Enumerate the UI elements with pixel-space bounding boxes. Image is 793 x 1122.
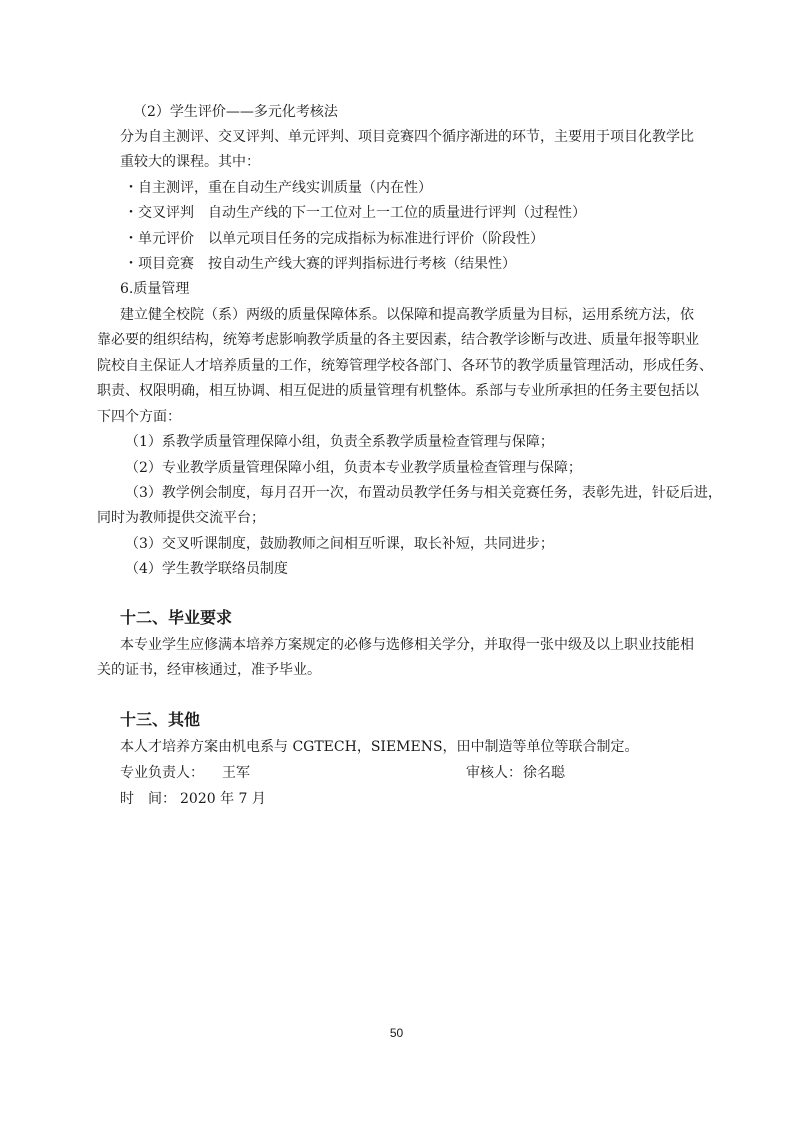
paragraph-line: 本专业学生应修满本培养方案规定的必修与选修相关学分，并取得一张中级及以上职业技能相	[120, 637, 694, 653]
time-label: 时 间：	[120, 791, 176, 807]
leader-name: 王军	[222, 765, 250, 781]
paragraph-line: 关的证书，经审核通过，准予毕业。	[97, 662, 321, 678]
subsection-title-quality: 6.质量管理	[120, 281, 190, 297]
list-item: （1）系教学质量管理保障小组，负责全系教学质量检查管理与保障；	[125, 434, 554, 450]
paragraph-line: 分为自主测评、交叉评判、单元评判、项目竞赛四个循序渐进的环节，主要用于项目化教学比	[120, 129, 694, 145]
reviewer-label: 审核人：	[466, 765, 522, 781]
reviewer-name: 徐名聪	[523, 765, 565, 781]
list-item: （3）交叉听课制度，鼓励教师之间相互听课，取长补短，共同进步；	[125, 536, 554, 552]
list-item: （4）学生教学联络员制度	[125, 561, 288, 577]
list-item: （3）教学例会制度，每月召开一次，布置动员教学任务与相关竞赛任务，表彰先进，针砭后进，	[125, 485, 722, 501]
time-value: 2020 年 7 月	[180, 791, 266, 807]
paragraph-line: 下四个方面：	[97, 409, 181, 425]
section-heading-other: 十三、其他	[120, 710, 201, 729]
list-item: ・单元评价 以单元项目任务的完成指标为标准进行评价（阶段性）	[124, 231, 544, 247]
list-item: ・自主测评，重在自动生产线实训质量（内在性）	[124, 180, 432, 196]
paragraph-line: 重较大的课程。其中：	[120, 154, 260, 170]
paragraph-line: 职责、权限明确，相互协调、相互促进的质量管理有机整体。系部与专业所承担的任务主要包括以	[97, 383, 699, 399]
paragraph-line: 建立健全校院（系）两级的质量保障体系。以保障和提高教学质量为目标，运用系统方法，依	[120, 307, 694, 323]
leader-label: 专业负责人：	[120, 765, 204, 781]
paragraph-line: 院校自主保证人才培养质量的工作，统筹管理学校各部门、各环节的教学质量管理活动，形成任务、	[97, 358, 713, 374]
list-item: （2）专业教学质量管理保障小组，负责本专业教学质量检查管理与保障；	[125, 460, 582, 476]
list-item-continuation: 同时为教师提供交流平台；	[97, 510, 265, 526]
page-number: 50	[389, 1026, 404, 1040]
paragraph-line: 本人才培养方案由机电系与 CGTECH，SIEMENS，田中制造等单位等联合制定。	[120, 739, 639, 755]
list-item: ・交叉评判 自动生产线的下一工位对上一工位的质量进行评判（过程性）	[124, 205, 586, 221]
section-heading-graduation: 十二、毕业要求	[120, 608, 233, 627]
paragraph-line: 靠必要的组织结构，统筹考虑影响教学质量的各主要因素，结合教学诊断与改进、质量年报等职业	[97, 332, 699, 348]
subsection-title-student-eval: （2）学生评价——多元化考核法	[133, 104, 338, 120]
list-item: ・项目竞赛 按自动生产线大赛的评判指标进行考核（结果性）	[124, 256, 516, 272]
